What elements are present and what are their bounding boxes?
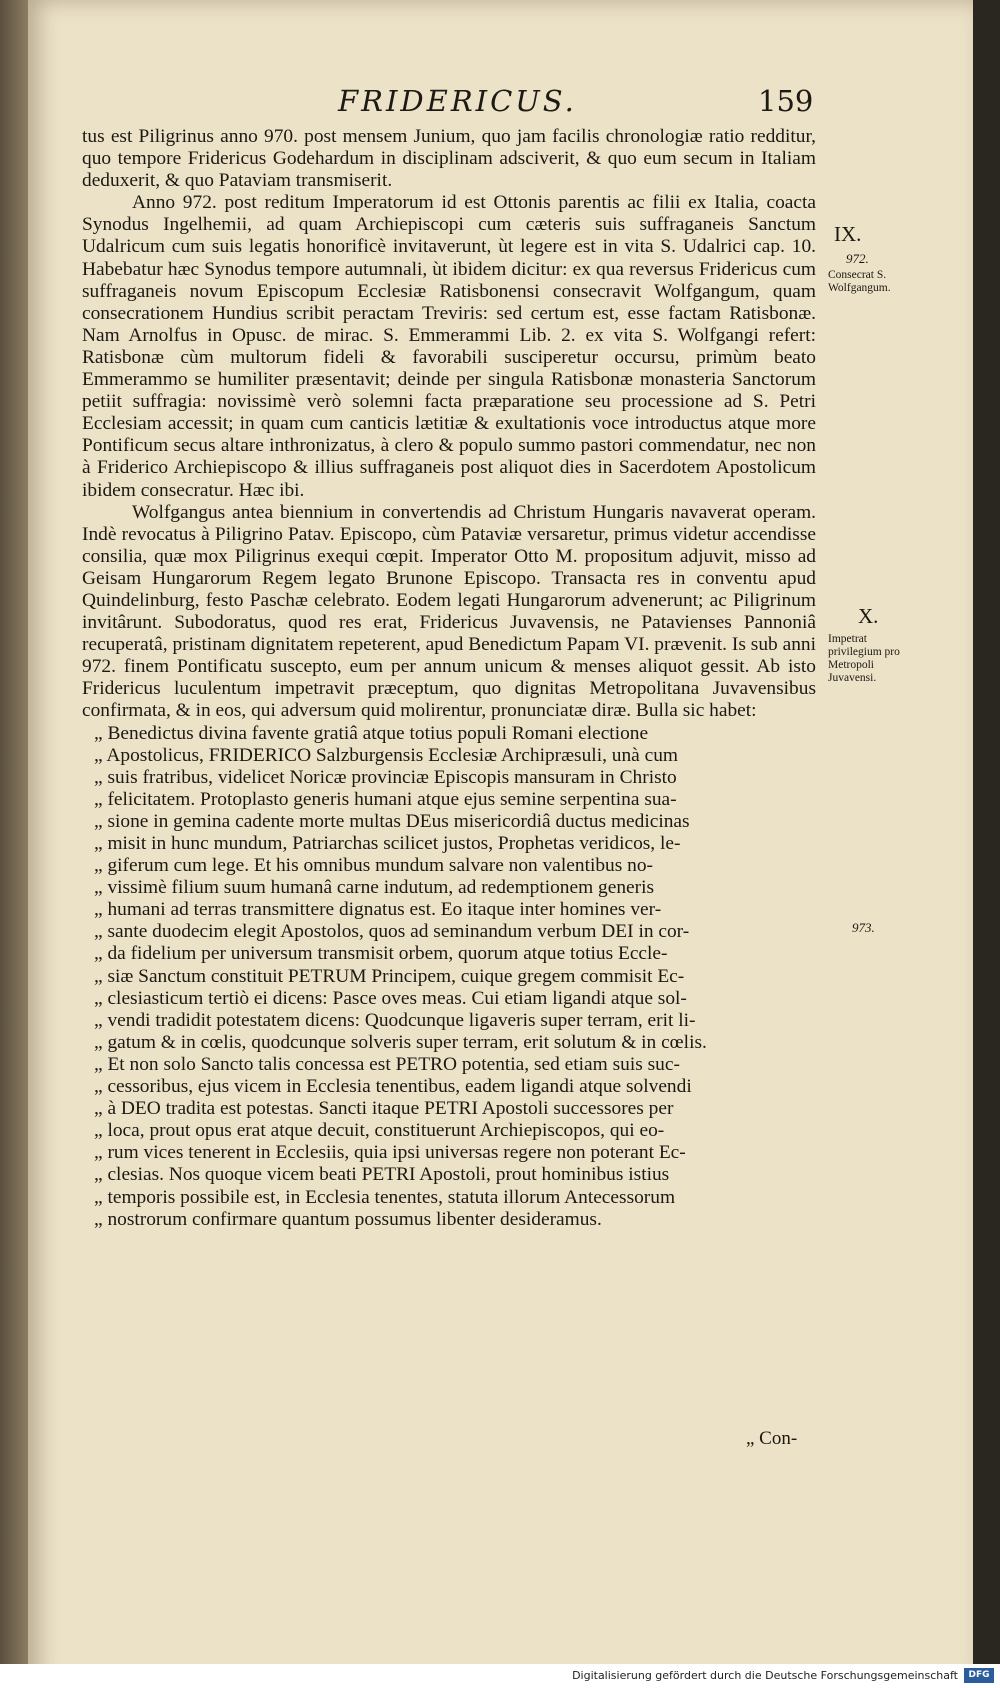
bull-line: „ clesias. Nos quoque vicem beati PETRI Apostoli, prout hominibus istius [94, 1164, 670, 1186]
margin-note-973 [828, 920, 918, 936]
bull-line: „ Benedictus divina favente gratiâ atque totius populi Romani electione [94, 722, 649, 744]
margin-note-consecrat: Consecrat S. Wolfgangum. [828, 269, 891, 294]
bull-line: „ sione in gemina cadente morte multas DEus misericordiâ ductus medicinas [94, 810, 690, 832]
bull-line: „ gatum & in cœlis, quodcunque solveris super terram, erit solutum & in cœlis. [94, 1031, 707, 1053]
bull-line: „ Et non solo Sancto talis concessa est PETRO potentia, sed etiam suis suc- [94, 1053, 680, 1075]
bull-line: „ suis fratribus, videlicet Noricæ provinciæ Episcopis mansuram in Christo [94, 766, 677, 788]
margin-note-x [828, 604, 918, 685]
bull-line: „ vendi tradidit potestatem dicens: Quodcunque ligaveris super terram, erit li- [94, 1009, 696, 1031]
bull-line: „ temporis possibile est, in Ecclesia tenentes, statuta illorum Antecessorum [94, 1186, 676, 1208]
bull-line: „ da fidelium per universum transmisit orbem, quorum atque totius Eccle- [94, 943, 668, 965]
bull-line: „ Apostolicus, FRIDERICO Salzburgensis Ecclesiæ Archipræsuli, unà cum [94, 744, 678, 766]
footer-credit: Digitalisierung gefördert durch die Deutsche Forschungsgemeinschaft [572, 1669, 958, 1682]
margin-note-impetrat: Impetrat privilegium pro Metropoli Juvavensi. [828, 633, 900, 684]
bull-line: „ loca, prout opus erat atque decuit, constituerunt Archiepiscopos, qui eo- [94, 1120, 665, 1142]
bull-line: „ humani ad terras transmittere dignatus est. Eo itaque inter homines ver- [94, 899, 662, 921]
digitization-footer [0, 1664, 1000, 1688]
margin-numeral-x: X. [858, 604, 879, 628]
page-edge [973, 0, 1000, 1688]
margin-year-973: 973. [852, 920, 875, 935]
bull-line: „ nostrorum confirmare quantum possumus libenter desideramus. [94, 1208, 602, 1230]
running-title: FRIDERICUS. [338, 84, 577, 118]
margin-note-ix [828, 222, 918, 295]
bull-line: „ clesiasticum tertiò ei dicens: Pasce oves meas. Cui etiam ligandi atque sol- [94, 987, 687, 1009]
paragraph-wolfgangus: Wolfgangus antea biennium in convertendis ad Christum Hungaris navaverat operam. Indè revocatus à Piligrino Patav. Episcopo, cùm Pataviæ versaretur, primus videtur accendisse consilia, quæ mox Piligrinus exequi cœpit. Imperator Otto M. propositum adjuvit, misso ad Geisam Hungarorum Regem legato Brunone Episcopo. Transacta res in conventu apud Quindelinburg, festo Paschæ celebrato. Eodem legati Hungarorum advenerunt; ac Piligrinum invitârunt. Subodoratus, quod res erat, Fridericus Juvavensis, ne Patavienses Pannoniâ recuperatâ, pristinam dignitatem repeterent, apud Benedictum Papam VI. prævenit. Is sub anni 972. finem Pontificatu suscepto, eum per annum unicum & menses aliquot gessit. Ab isto Fridericus luculentum impetravit præceptum, quo dignitas Metropolitana Juvavensibus confirmata, & in eos, qui adversum quid molirentur, pronunciatæ diræ. Bulla sic habet: [82, 501, 816, 722]
book-page [28, 0, 973, 1688]
page-number: 159 [758, 84, 814, 118]
dfg-logo-icon: DFG [964, 1668, 994, 1683]
paragraph-continued: tus est Piligrinus anno 970. post mensem Junium, quo jam facilis chronologiæ ratio redditur, quo tempore Fridericus Godehardum in disciplinam adsciverit, & quo eum secum in Italiam deduxerit, & quo Pataviam transmiserit. [82, 126, 816, 192]
catchword: „ Con- [746, 1428, 798, 1449]
bull-quotation [82, 723, 816, 1231]
margin-year-972: 972. [846, 251, 869, 266]
running-header [28, 84, 973, 124]
bull-line: „ felicitatem. Protoplasto generis humani atque ejus semine serpentina sua- [94, 788, 677, 810]
bull-line: „ misit in hunc mundum, Patriarchas scilicet justos, Prophetas veridicos, le- [94, 833, 681, 854]
bull-line: „ vissimè filium suum humanâ carne indutum, ad redemptionem generis [94, 877, 655, 899]
bull-line: „ sante duodecim elegit Apostolos, quos ad seminandum verbum DEI in cor- [94, 921, 690, 943]
bull-line: „ cessoribus, ejus vicem in Ecclesia tenentibus, eadem ligandi atque solvendi [94, 1076, 692, 1098]
bull-line: „ giferum cum lege. Et his omnibus mundum salvare non valentibus no- [94, 855, 653, 877]
paragraph-synod: Anno 972. post reditum Imperatorum id est Ottonis parentis ac filii ex Italia, coacta Synodus Ingelhemii, ad quam Archiepiscopi cum cæteris suis suffraganeis Sanctum Udalricum cum suis legatis honorificè invitaverunt, ùt legere est in vita S. Udalrici cap. 10. Habebatur hæc Synodus tempore autumnali, ùt ibidem dicitur: ex qua reversus Fridericus cum suffraganeis novum Episcopum Ecclesiæ Ratisbonensi consecravit Wolfgangum, quam consecrationem Hundius scribit peractam Treviris: sed certum est, esse factam Ratisbonæ. Nam Arnolfus in Opusc. de mirac. S. Emmerammi Lib. 2. ex vita S. Wolfgangi refert: Ratisbonæ cùm multorum fideli & favorabili susciperetur occursu, primùm beato Emmerammo se humiliter præsentavit; deinde per singula Ratisbonæ monasteria Sanctorum petiit suffragia: novissimè verò solemni facta præparatione seu processione ad S. Petri Ecclesiam accessit; in quam cum canticis lætitiæ & exultationis voce introductus atque more Pontificum secus altare inthronizatus, à clero & populo summo pastori commendatur, nec non à Friderico Archiepiscopo & illius suffraganeis post aliquot dies in Sacerdotem Apostolicum ibidem consecratur. Hæc ibi. [82, 192, 816, 501]
main-text [82, 126, 816, 1231]
bull-line: „ à DEO tradita est potestas. Sancti itaque PETRI Apostoli successores per [94, 1098, 674, 1120]
book-gutter [0, 0, 28, 1688]
bull-line: „ rum vices tenerent in Ecclesiis, quia ipsi universas regere non poterant Ec- [94, 1142, 686, 1164]
bull-line: „ siæ Sanctum constituit PETRUM Principem, cuique gregem commisit Ec- [94, 965, 685, 987]
margin-numeral-ix: IX. [834, 222, 862, 246]
